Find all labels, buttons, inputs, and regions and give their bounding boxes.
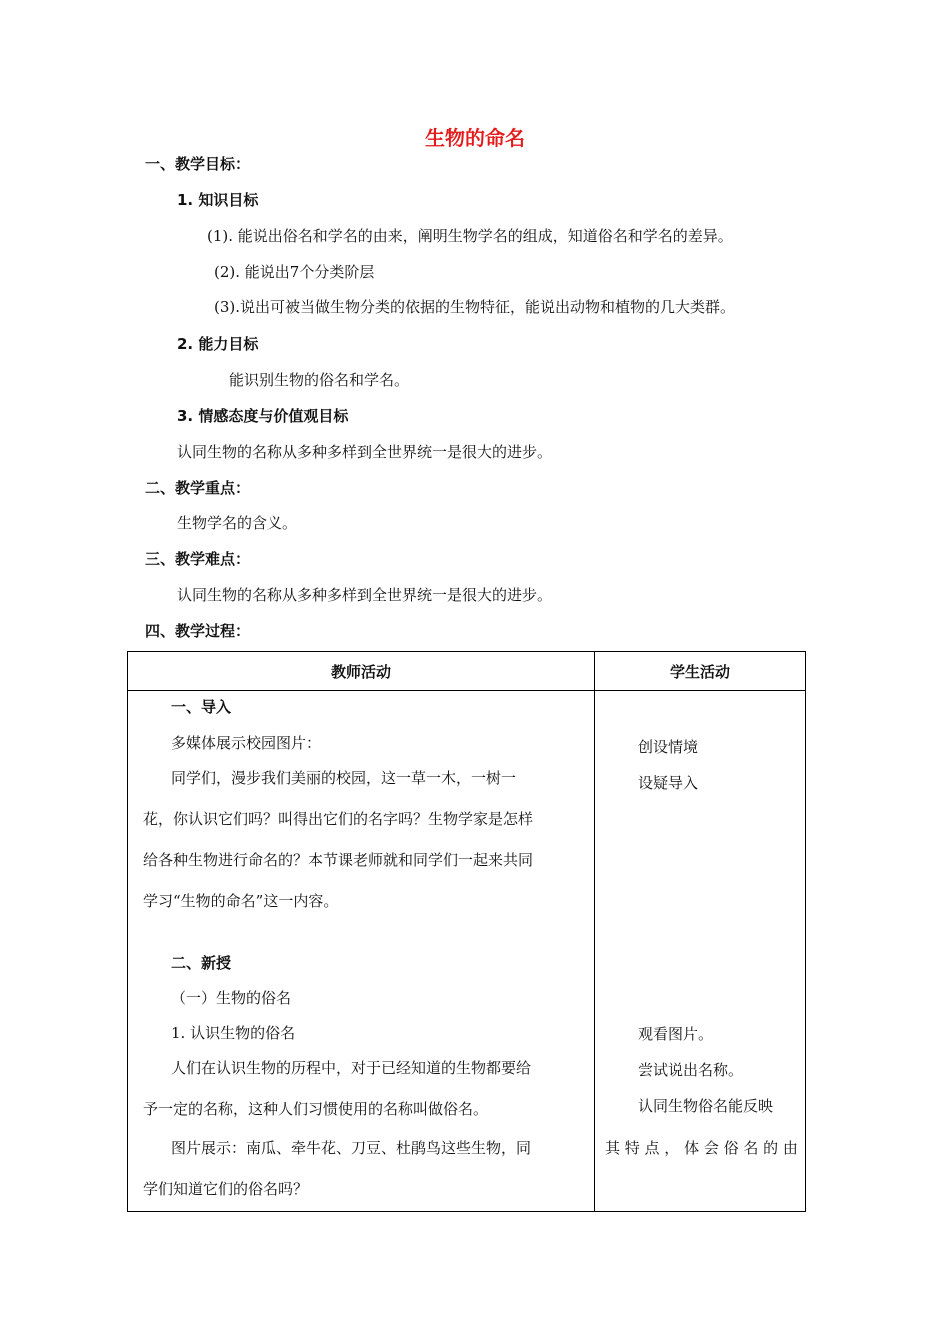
key-points-text: 生物学名的含义。 (177, 514, 298, 532)
emotion-goal-heading: 3. 情感态度与价值观目标 (177, 407, 349, 425)
intro-heading: 一、导入 (171, 698, 232, 716)
student-line: 认同生物俗名能反映 (638, 1097, 774, 1115)
teacher-activity-cell (128, 691, 595, 1212)
student-line: 创设情境 (638, 738, 699, 756)
sub-heading: （一）生物的俗名 (171, 989, 292, 1007)
intro-line: 同学们，漫步我们美丽的校园，这一草一木，一树一 (171, 769, 517, 787)
body-line: 学们知道它们的俗名吗？ (143, 1180, 309, 1198)
knowledge-goal-heading: 1. 知识目标 (177, 191, 259, 209)
body-line: 人们在认识生物的历程中，对于已经知道的生物都要给 (171, 1059, 532, 1077)
student-line: 尝试说出名称。 (638, 1061, 744, 1079)
student-line: 其 特 点 ， 体 会 俗 名 的 由 (605, 1139, 798, 1157)
sub-item: 1. 认识生物的俗名 (171, 1024, 296, 1042)
teacher-activity-header: 教师活动 (128, 652, 595, 691)
student-line: 观看图片。 (638, 1025, 714, 1043)
body-line: 予一定的名称，这种人们习惯使用的名称叫做俗名。 (143, 1100, 489, 1118)
student-activity-cell (595, 691, 806, 1212)
section-heading-key-points: 二、教学重点： (145, 479, 251, 497)
student-line: 设疑导入 (638, 774, 699, 792)
ability-goal-heading: 2. 能力目标 (177, 335, 259, 353)
student-activity-header: 学生活动 (595, 652, 806, 691)
knowledge-goal-item: (2). 能说出7个分类阶层 (214, 263, 375, 281)
intro-line: 花，你认识它们吗？叫得出它们的名字吗？生物学家是怎样 (143, 810, 534, 828)
new-lesson-heading: 二、新授 (171, 954, 232, 972)
intro-line: 多媒体展示校园图片： (171, 734, 322, 752)
page-title: 生物的命名 (425, 126, 525, 150)
emotion-goal-text: 认同生物的名称从多种多样到全世界统一是很大的进步。 (177, 443, 553, 461)
process-table (127, 651, 806, 1212)
difficulties-text: 认同生物的名称从多种多样到全世界统一是很大的进步。 (177, 586, 553, 604)
ability-goal-text: 能识别生物的俗名和学名。 (229, 371, 410, 389)
intro-line: 学习“生物的命名”这一内容。 (143, 892, 339, 910)
section-heading-process: 四、教学过程： (145, 622, 251, 640)
knowledge-goal-item: (3).说出可被当做生物分类的依据的生物特征，能说出动物和植物的几大类群。 (214, 298, 736, 316)
knowledge-goal-item: (1). 能说出俗名和学名的由来，阐明生物学名的组成，知道俗名和学名的差异。 (207, 227, 733, 245)
body-line: 图片展示：南瓜、牵牛花、刀豆、杜鹃鸟这些生物，同 (171, 1139, 532, 1157)
intro-line: 给各种生物进行命名的？本节课老师就和同学们一起来共同 (143, 851, 534, 869)
section-heading-objectives: 一、教学目标： (145, 155, 251, 173)
section-heading-difficulties: 三、教学难点： (145, 550, 251, 568)
